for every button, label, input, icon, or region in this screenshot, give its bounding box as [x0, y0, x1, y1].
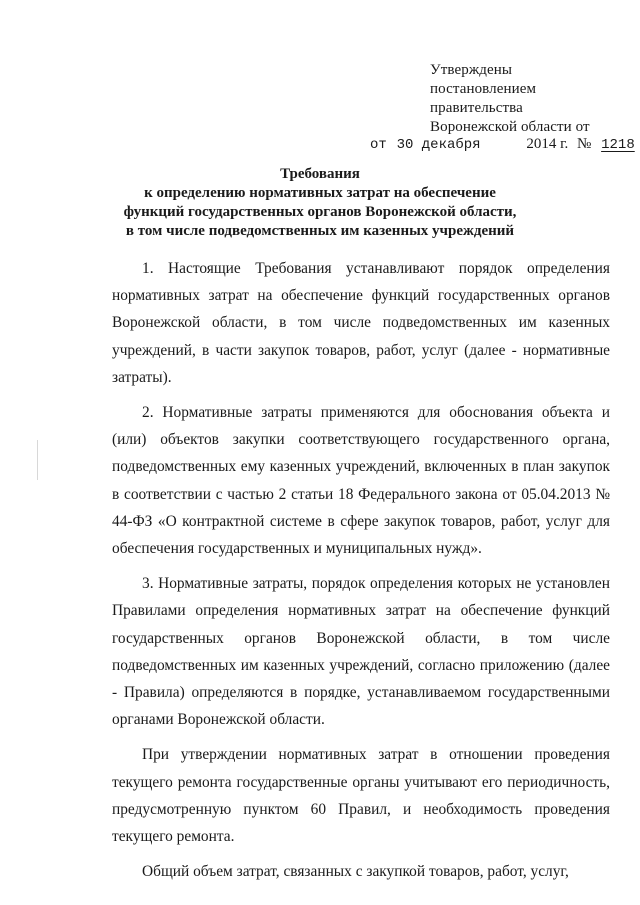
title-line: к определению нормативных затрат на обеспечение: [144, 185, 496, 201]
title-line: Требования: [280, 166, 360, 182]
approval-line: Воронежской области от: [430, 119, 590, 135]
approval-line: Утверждены: [430, 62, 513, 78]
date-prefix: от: [370, 137, 387, 153]
paragraph: Общий объем затрат, связанных с закупкой товаров, работ, услуг,: [142, 863, 569, 881]
scan-margin-mark: [37, 440, 38, 480]
document-number: 1218: [601, 137, 635, 153]
approval-line: постановлением: [430, 81, 537, 97]
approval-stamp: [430, 61, 630, 137]
paragraph: 1. Настоящие Требования устанавливают порядок определения нормативных затрат на обеспечение функций государственных органов Воронежской области, в том числе подведомственных им казенных учреждений, в части закупок товаров, работ, услуг (далее - нормативные затраты).: [112, 260, 610, 386]
approval-date-line: [370, 136, 635, 153]
title-line: в том числе подведомственных им казенных учреждений: [125, 223, 515, 239]
date-typed: 30 декабря: [396, 137, 481, 153]
document-title: [0, 165, 640, 241]
document-body: [112, 255, 610, 885]
paragraph: 3. Нормативные затраты, порядок определения которых не установлен Правилами определения нормативных затрат на обеспечение функций государственных органов Воронежской области, в том числе подведомственных им казенных учреждений, согласно приложению (далее - Правила) определяются в порядке, устанавливаемом государственными органами Воронежской области.: [112, 575, 610, 729]
number-sign: №: [577, 136, 592, 152]
approval-line: правительства: [430, 100, 523, 116]
paragraph: При утверждении нормативных затрат в отношении проведения текущего ремонта государственные органы учитывают его периодичность, предусмотренную пунктом 60 Правил, и необходимость проведения текущего ремонта.: [112, 746, 610, 846]
paragraph: 2. Нормативные затраты применяются для обоснования объекта и (или) объектов закупки соответствующего государственного органа, подведомственных ему казенных учреждений, включенных в план закупок в соответствии с частью 2 статьи 18 Федерального закона от 05.04.2013 № 44-ФЗ «О контрактной системе в сфере закупок товаров, работ, услуг для обеспечения государственных и муниципальных нужд».: [112, 404, 610, 558]
year-label: 2014 г.: [526, 136, 569, 152]
title-line: функций государственных органов Воронежской области,: [123, 204, 517, 220]
